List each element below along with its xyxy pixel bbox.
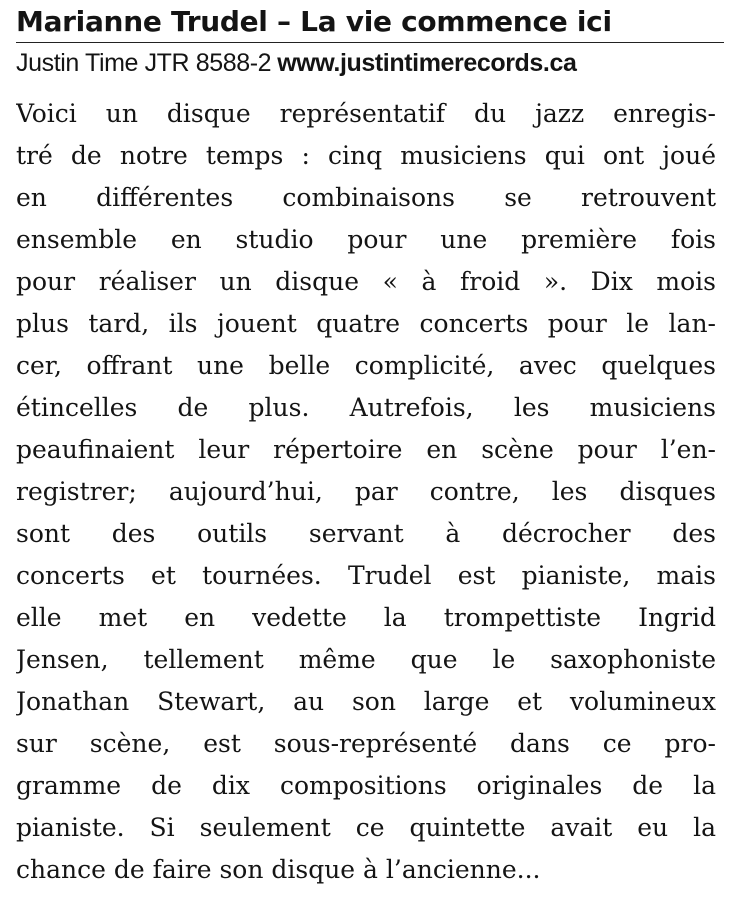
album-review xyxy=(16,4,726,891)
body-line: sur scène, est sous-représenté dans ce pro- xyxy=(16,729,716,758)
body-line: Jensen, tellement même que le saxophoniste xyxy=(16,645,716,674)
body-line: cer, offrant une belle complicité, avec quelques xyxy=(16,351,716,380)
catalog-number: Justin Time JTR 8588-2 xyxy=(16,49,272,77)
body-line: registrer; aujourd’hui, par contre, les disques xyxy=(16,477,716,506)
body-line: ensemble en studio pour une première fois xyxy=(16,225,716,254)
review-title: Marianne Trudel – La vie commence ici xyxy=(16,5,612,38)
title-divider xyxy=(16,42,724,43)
label-info xyxy=(16,45,726,81)
body-line: plus tard, ils jouent quatre concerts pour le lan- xyxy=(16,309,716,338)
body-line: concerts et tournées. Trudel est pianiste, mais xyxy=(16,561,716,590)
body-line: tré de notre temps : cinq musiciens qui ont joué xyxy=(16,141,716,170)
body-line: en différentes combinaisons se retrouvent xyxy=(16,183,716,212)
label-website: www.justintimerecords.ca xyxy=(277,49,577,77)
body-line: gramme de dix compositions originales de la xyxy=(16,771,716,800)
body-line: Voici un disque représentatif du jazz enregis- xyxy=(16,99,716,128)
body-line: pour réaliser un disque « à froid ». Dix mois xyxy=(16,267,716,296)
body-line: pianiste. Si seulement ce quintette avait eu la xyxy=(16,813,716,842)
body-line: elle met en vedette la trompettiste Ingrid xyxy=(16,603,716,632)
body-line: Jonathan Stewart, au son large et volumineux xyxy=(16,687,716,716)
review-body xyxy=(16,93,726,891)
body-line: chance de faire son disque à l’ancienne... xyxy=(16,855,541,884)
body-line: sont des outils servant à décrocher des xyxy=(16,519,716,548)
body-line: étincelles de plus. Autrefois, les musiciens xyxy=(16,393,716,422)
body-line: peaufinaient leur répertoire en scène pour l’en- xyxy=(16,435,716,464)
